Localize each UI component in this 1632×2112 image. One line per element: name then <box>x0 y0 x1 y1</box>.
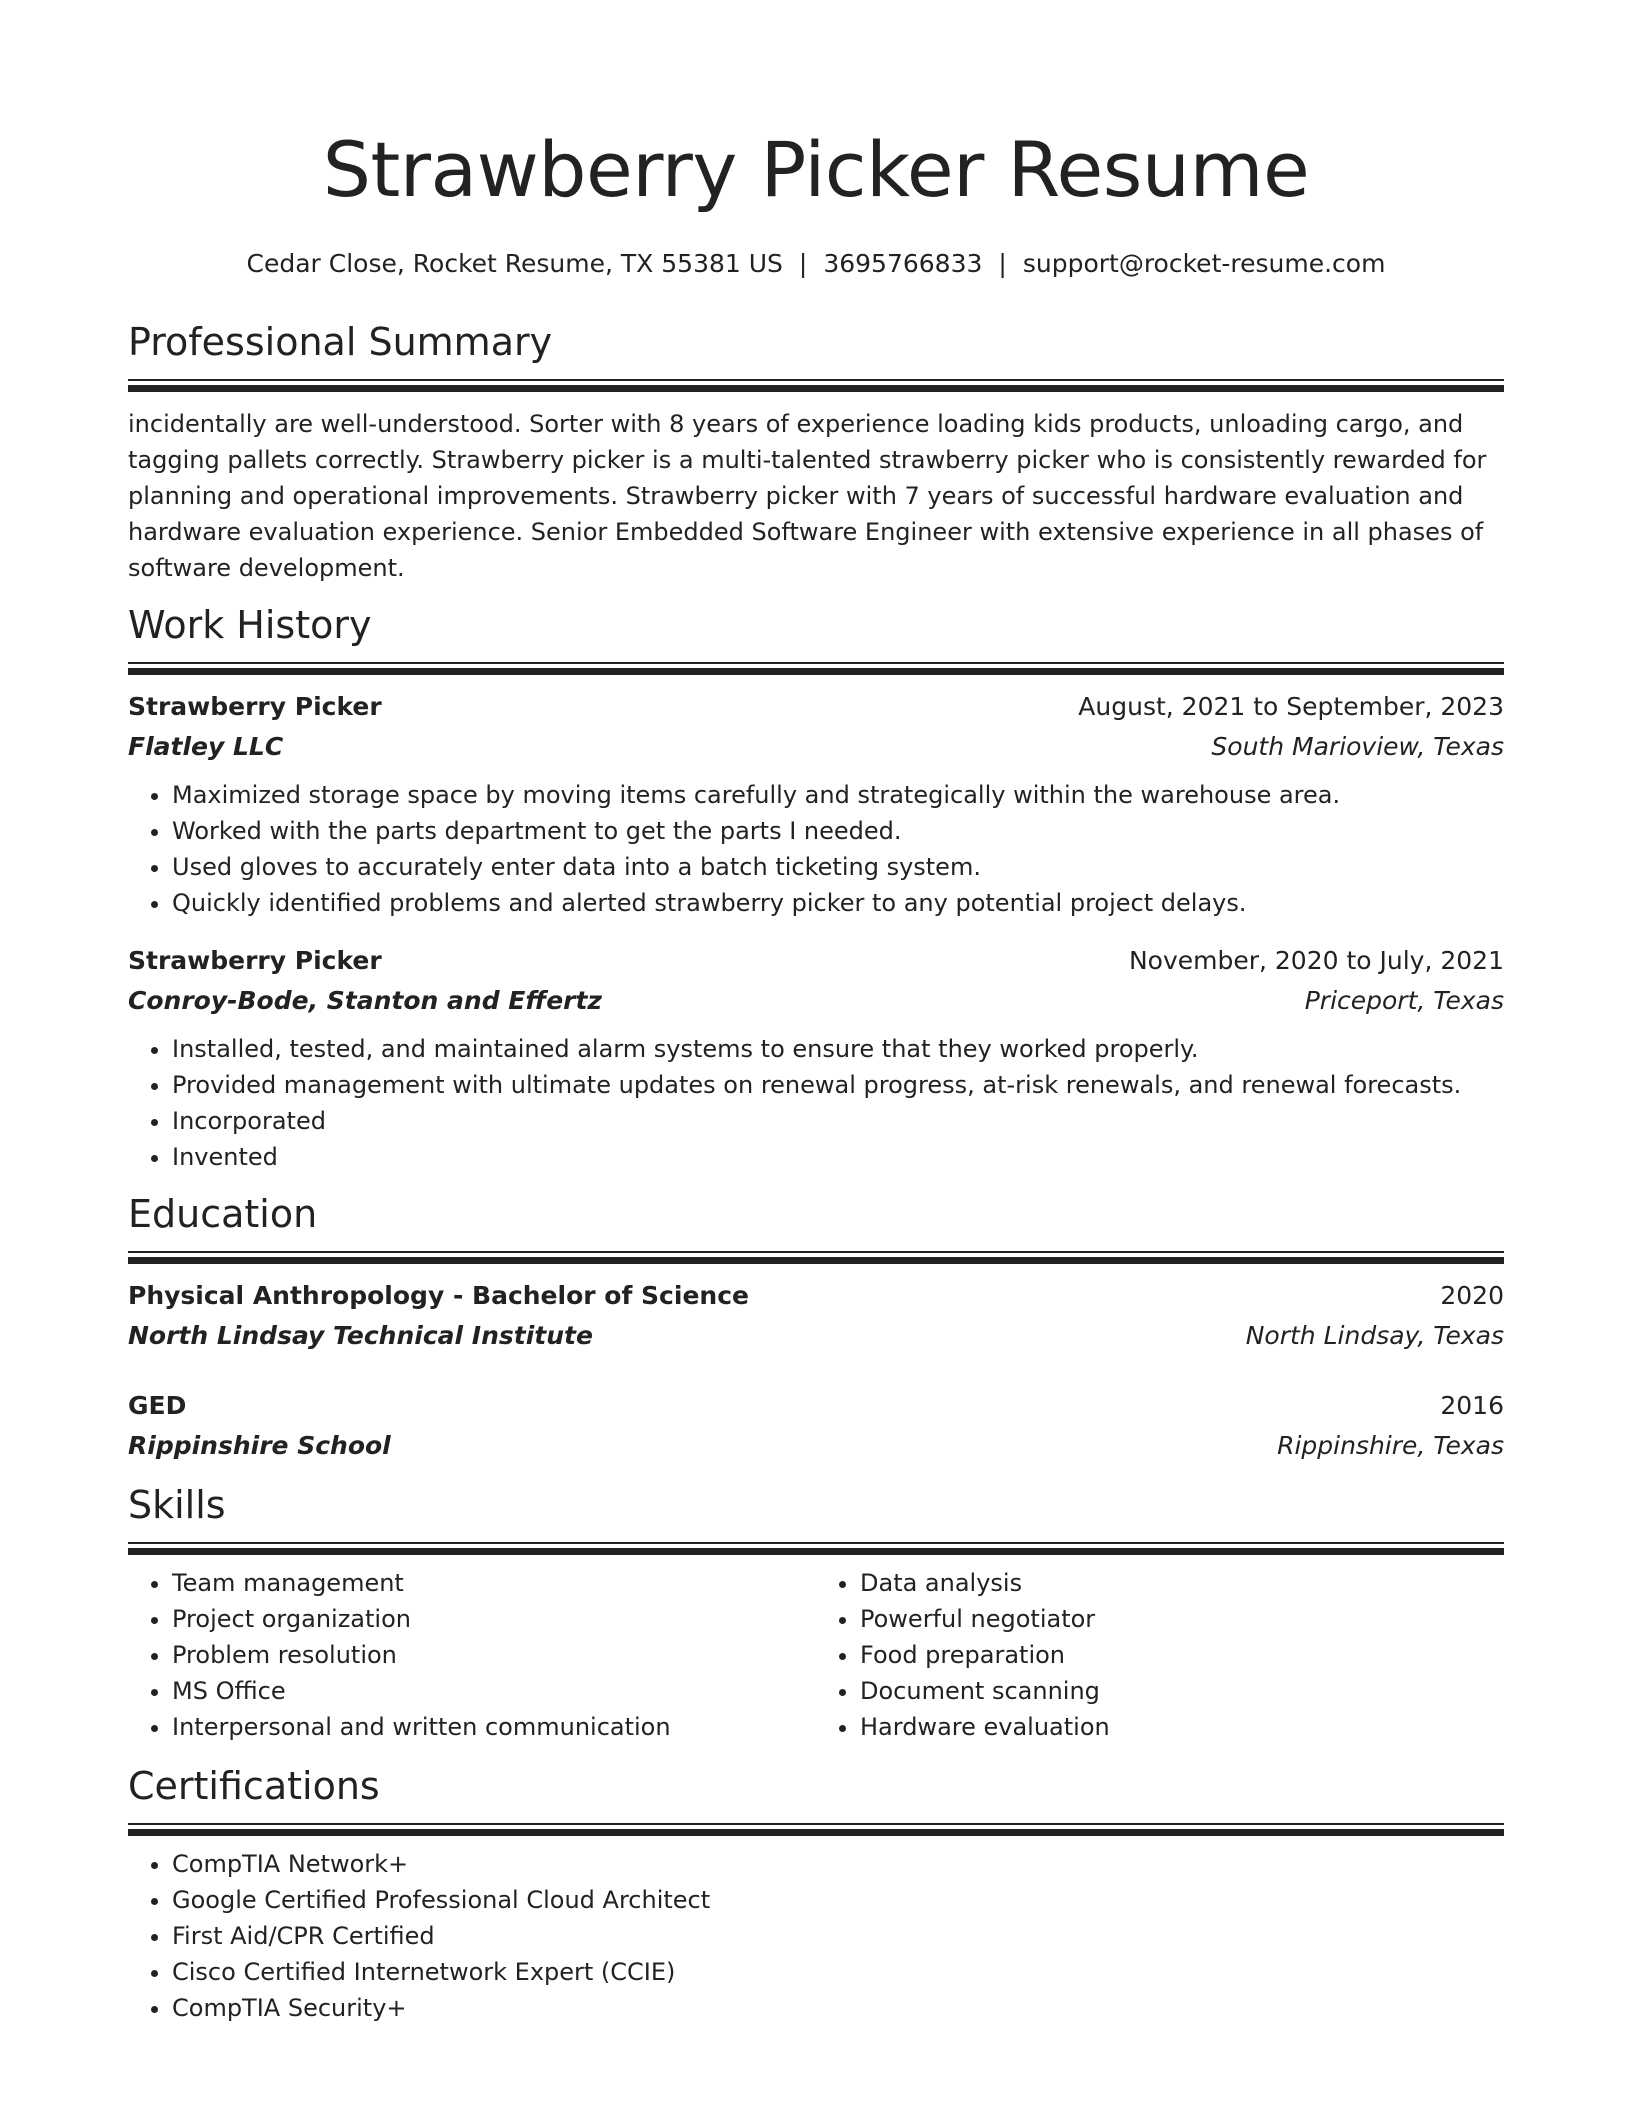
list-item: • Team management <box>172 1565 816 1601</box>
list-item: • Incorporated <box>172 1103 1504 1139</box>
list-item: • Installed, tested, and maintained alarm systems to ensure that they worked properly. <box>172 1031 1504 1067</box>
list-item: • Provided management with ultimate updates on renewal progress, at-risk renewals, and renewal forecasts. <box>172 1067 1504 1103</box>
job-bullets <box>128 777 1504 921</box>
list-item: • Maximized storage space by moving items carefully and strategically within the warehouse area. <box>172 777 1504 813</box>
job-dates: August, 2021 to September, 2023 <box>1078 692 1504 721</box>
list-item: • Project organization <box>172 1601 816 1637</box>
job-company: Flatley LLC <box>128 732 284 761</box>
skills-list-left <box>128 1565 816 1745</box>
skills-heading: Skills <box>128 1483 226 1527</box>
job-entry <box>128 941 1504 1175</box>
education-header-row <box>128 1386 1504 1426</box>
list-item: • First Aid/CPR Certified <box>172 1918 1504 1954</box>
education-location: North Lindsay, Texas <box>1245 1321 1504 1350</box>
job-company-row <box>128 727 1504 767</box>
list-item: • Cisco Certified Internetwork Expert (CCIE) <box>172 1954 1504 1990</box>
summary-text: incidentally are well-understood. Sorter with 8 years of experience loading kids products, unloading cargo, and tagging pallets correctly. Strawberry picker is a multi-talented strawberry picker who is consistently rewarded for planning and operational improvements. Strawberry picker with 7 years of successful hardware evaluation and hardware evaluation experience. Senior Embedded Software Engineer with extensive experience in all phases of software development. <box>128 410 1487 582</box>
education-entry <box>128 1276 1504 1356</box>
education-section <box>128 1189 1504 1466</box>
skills-section <box>128 1480 1504 1745</box>
job-dates: November, 2020 to July, 2021 <box>1128 946 1504 975</box>
work-history-section <box>128 600 1504 1175</box>
list-item: • Invented <box>172 1139 1504 1175</box>
list-item: • Document scanning <box>860 1673 1504 1709</box>
education-header-row <box>128 1276 1504 1316</box>
contact-email: support@rocket-resume.com <box>1022 249 1386 278</box>
contact-line <box>128 248 1504 280</box>
list-item: • MS Office <box>172 1673 816 1709</box>
skills-grid <box>128 1555 1504 1745</box>
list-item: • Quickly identified problems and alerted strawberry picker to any potential project delays. <box>172 885 1504 921</box>
job-location: South Marioview, Texas <box>1211 732 1504 761</box>
education-year: 2020 <box>1440 1281 1504 1310</box>
education-school: Rippinshire School <box>128 1431 391 1460</box>
job-position: Strawberry Picker <box>128 946 382 975</box>
education-location: Rippinshire, Texas <box>1277 1431 1504 1460</box>
education-school-row <box>128 1426 1504 1466</box>
contact-phone: 3695766833 <box>823 249 983 278</box>
list-item: • Data analysis <box>860 1565 1504 1601</box>
list-item: • Hardware evaluation <box>860 1709 1504 1745</box>
job-company-row <box>128 981 1504 1021</box>
section-divider <box>128 379 1504 392</box>
education-year: 2016 <box>1440 1391 1504 1420</box>
list-item: • CompTIA Network+ <box>172 1846 1504 1882</box>
education-entry <box>128 1386 1504 1466</box>
list-item: • Worked with the parts department to get the parts I needed. <box>172 813 1504 849</box>
education-heading: Education <box>128 1192 318 1236</box>
section-divider <box>128 1542 1504 1555</box>
work-history-heading: Work History <box>128 603 372 647</box>
list-item: • Food preparation <box>860 1637 1504 1673</box>
job-header-row <box>128 687 1504 727</box>
education-degree: GED <box>128 1391 187 1420</box>
education-school: North Lindsay Technical Institute <box>128 1321 593 1350</box>
summary-section <box>128 317 1504 586</box>
job-header-row <box>128 941 1504 981</box>
list-item: • Google Certified Professional Cloud Architect <box>172 1882 1504 1918</box>
summary-heading: Professional Summary <box>128 320 553 364</box>
skills-list-right <box>816 1565 1504 1745</box>
contact-address: Cedar Close, Rocket Resume, TX 55381 US <box>246 249 783 278</box>
job-company: Conroy-Bode, Stanton and Effertz <box>128 986 602 1015</box>
education-school-row <box>128 1316 1504 1356</box>
list-item: • Problem resolution <box>172 1637 816 1673</box>
section-divider <box>128 662 1504 675</box>
job-bullets <box>128 1031 1504 1175</box>
list-item: • Used gloves to accurately enter data into a batch ticketing system. <box>172 849 1504 885</box>
certifications-section <box>128 1761 1504 2026</box>
job-location: Priceport, Texas <box>1304 986 1504 1015</box>
section-divider <box>128 1251 1504 1264</box>
section-divider <box>128 1823 1504 1836</box>
job-entry <box>128 687 1504 921</box>
list-item: • Powerful negotiator <box>860 1601 1504 1637</box>
contact-separator: | <box>798 249 808 278</box>
job-position: Strawberry Picker <box>128 692 382 721</box>
certifications-list <box>128 1846 1504 2026</box>
certifications-heading: Certifications <box>128 1764 380 1808</box>
resume-page <box>128 0 1504 2026</box>
resume-name: Strawberry Picker Resume <box>322 125 1310 214</box>
list-item: • Interpersonal and written communication <box>172 1709 816 1745</box>
contact-separator: | <box>998 249 1007 278</box>
list-item: • CompTIA Security+ <box>172 1990 1504 2026</box>
education-degree: Physical Anthropology - Bachelor of Science <box>128 1281 749 1310</box>
